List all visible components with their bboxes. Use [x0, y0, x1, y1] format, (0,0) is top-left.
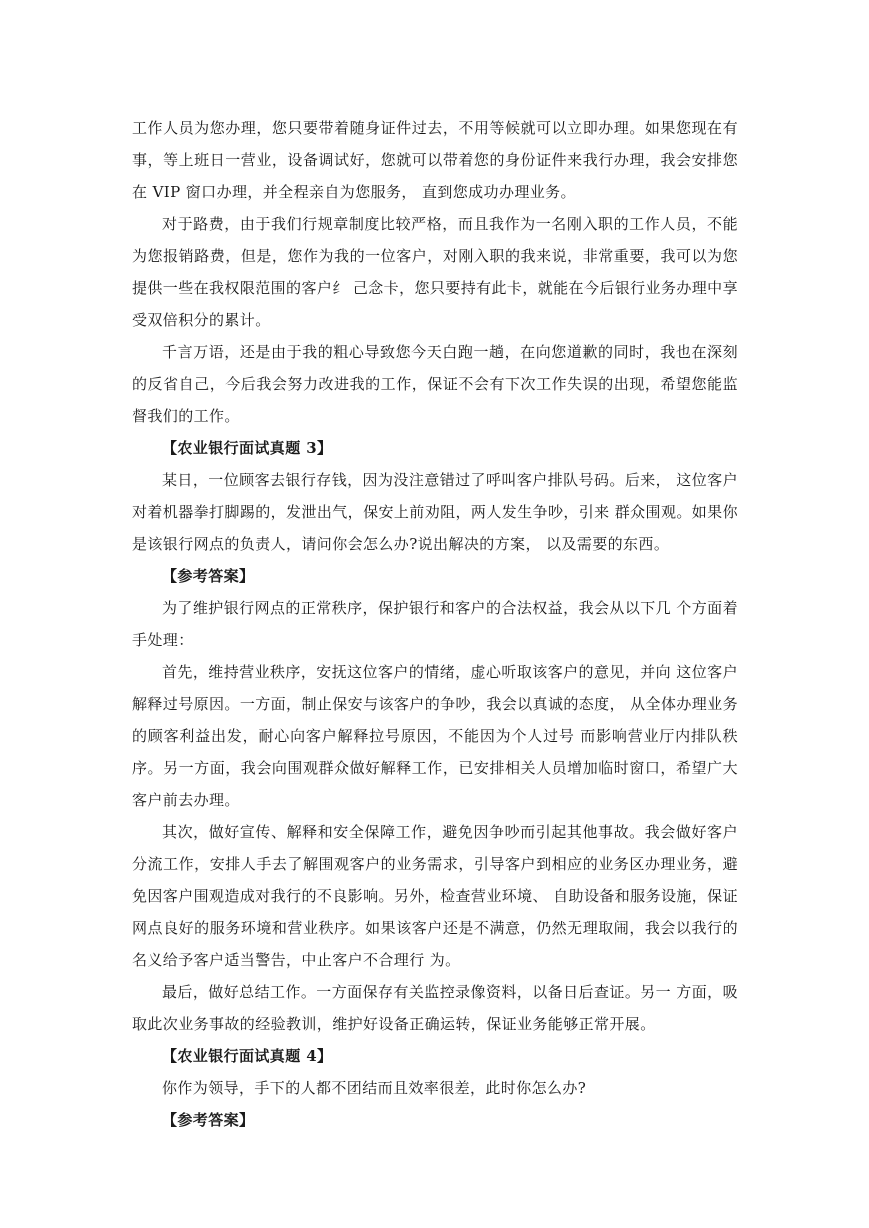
heading-reference-answer-2: 【参考答案】 [162, 1111, 255, 1129]
paragraph-answer-intro: 为了维护银行网点的正常秩序，保护银行和客户的合法权益，我会从以下几 个方面着手处理： [132, 599, 738, 649]
paragraph-question-3: 某日，一位顾客去银行存钱，因为没注意错过了呼叫客户排队号码。后来， 这位客户对着机器拳打脚踢的，发泄出气，保安上前劝阻，两人发生争吵，引来 群众围观。如果你是该银行网点的负责人，请问你会怎么办?说出解决的方案， 以及需要的东西。 [132, 471, 738, 553]
heading-reference-answer: 【参考答案】 [162, 567, 255, 585]
paragraph-question-4: 你作为领导，手下的人都不团结而且效率很差，此时你怎么办? [162, 1079, 587, 1097]
paragraph-answer-last: 最后，做好总结工作。一方面保存有关监控录像资料，以备日后查证。另一 方面，吸取此次业务事故的经验教训，维护好设备正确运转，保证业务能够正常开展。 [132, 983, 738, 1033]
paragraph-travel-expense: 对于路费，由于我们行规章制度比较严格，而且我作为一名刚入职的工作人员，不能为您报销路费，但是，您作为我的一位客户，对刚入职的我来说，非常重要，我可以为您提供一些在我权限范围的客户纟 己念卡，您只要持有此卡，就能在今后银行业务办理中享受双倍积分的累计。 [132, 215, 738, 329]
heading-question-4: 【农业银行面试真题 4】 [162, 1047, 333, 1065]
document-page [132, 112, 738, 1136]
paragraph-apology: 千言万语，还是由于我的粗心导致您今天白跑一趟，在向您道歉的同时，我也在深刻的反省自己，今后我会努力改进我的工作，保证不会有下次工作失误的出现，希望您能监督我们的工作。 [132, 343, 738, 425]
paragraph-answer-first: 首先，维持营业秩序，安抚这位客户的情绪，虚心听取该客户的意见，并向 这位客户解释过号原因。一方面，制止保安与该客户的争吵，我会以真诚的态度， 从全体办理业务的顾客利益出发，耐心向客户解释拉号原因，不能因为个人过号 而影响营业厅内排队秩序。另一方面，我会向围观群众做好解释工作，已安排相关人员增加临时窗口，希望广大客户前去办理。 [132, 663, 738, 809]
paragraph-answer-second: 其次，做好宣传、解释和安全保障工作，避免因争吵而引起其他事故。我会做好客户分流工作，安排人手去了解围观客户的业务需求，引导客户到相应的业务区办理业务，避免因客户围观造成对我行的不良影响。另外，检查营业环境、 自助设备和服务设施，保证网点良好的服务环境和营业秩序。如果该客户还是不满意，仍然无理取闹，我会以我行的名义给予客户适当警告，中止客户不合理行 为。 [132, 823, 738, 969]
heading-question-3: 【农业银行面试真题 3】 [162, 439, 333, 457]
paragraph-continued-service: 工作人员为您办理，您只要带着随身证件过去，不用等候就可以立即办理。如果您现在有事，等上班日一营业，设备调试好，您就可以带着您的身份证件来我行办理，我会安排您在 VIP 窗口办理，并全程亲自为您服务， 直到您成功办理业务。 [132, 119, 738, 201]
